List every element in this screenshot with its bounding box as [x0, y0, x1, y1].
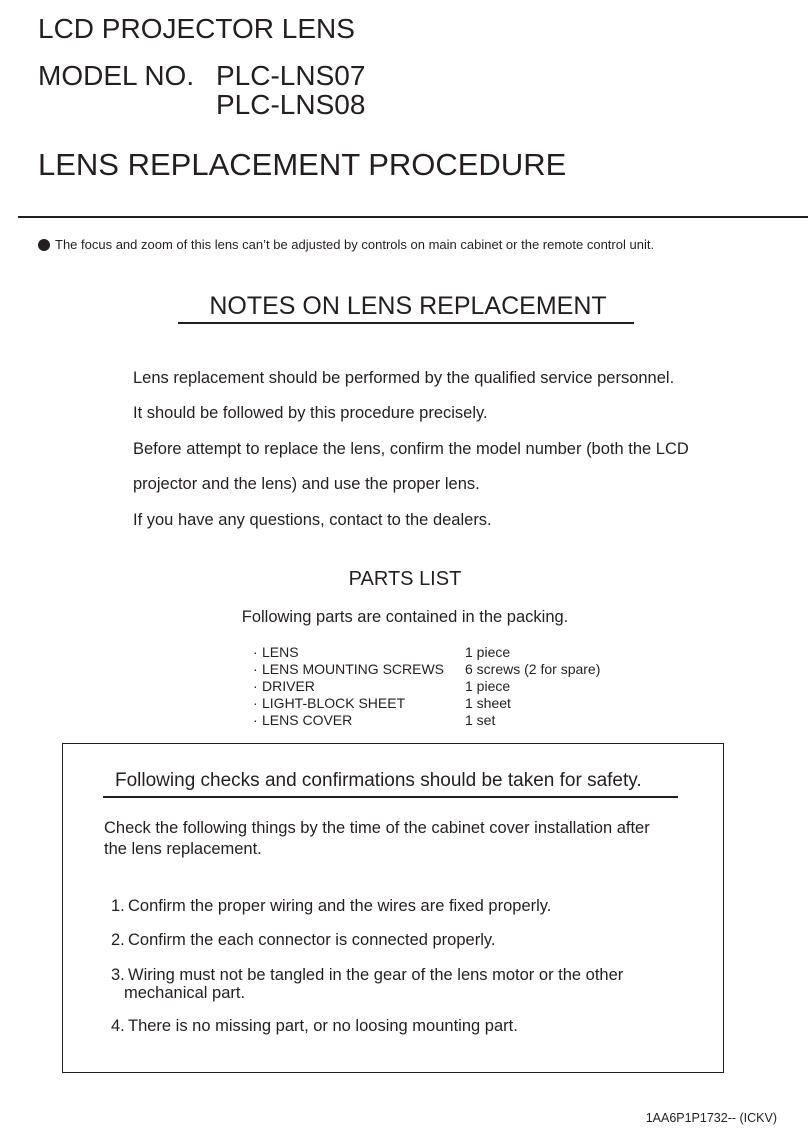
safety-heading: Following checks and confirmations should be taken for safety.: [115, 770, 642, 791]
part-qty: 1 set: [465, 712, 496, 728]
parts-bullet: ·: [253, 695, 258, 711]
bullet-dot-icon: [38, 239, 50, 251]
safety-item-number: 3.: [111, 966, 125, 984]
header-divider: [18, 216, 808, 218]
safety-item-number: 2.: [111, 931, 125, 949]
document-code: 1AA6P1P1732-- (ICKV): [645, 1111, 777, 1125]
part-qty: 6 screws (2 for spare): [465, 661, 601, 677]
model-number-1: PLC-LNS07: [216, 60, 366, 91]
part-name: LENS COVER: [262, 712, 353, 728]
safety-item-text: Confirm the each connector is connected properly.: [128, 931, 496, 949]
part-qty: 1 sheet: [465, 695, 511, 711]
notes-line: projector and the lens) and use the proper lens.: [133, 475, 480, 493]
part-qty: 1 piece: [465, 678, 511, 694]
parts-bullet: ·: [253, 678, 258, 694]
intro-note: The focus and zoom of this lens can’t be adjusted by controls on main cabinet or the remote control unit.: [55, 237, 655, 252]
notes-line: Before attempt to replace the lens, confirm the model number (both the LCD: [133, 440, 689, 458]
safety-item-number: 1.: [111, 897, 125, 915]
parts-bullet: ·: [253, 661, 258, 677]
parts-bullet: ·: [253, 644, 258, 660]
safety-item-text: Confirm the proper wiring and the wires are fixed properly.: [128, 897, 552, 915]
model-label: MODEL NO.: [38, 60, 195, 91]
safety-item-number: 4.: [111, 1017, 125, 1035]
product-title: LCD PROJECTOR LENS: [38, 13, 355, 44]
notes-line: Lens replacement should be performed by the qualified service personnel.: [133, 369, 675, 387]
safety-item-text: Wiring must not be tangled in the gear of the lens motor or the other: [128, 966, 624, 984]
part-name: DRIVER: [262, 678, 315, 694]
notes-heading: NOTES ON LENS REPLACEMENT: [209, 292, 607, 320]
safety-item-text: There is no missing part, or no loosing mounting part.: [128, 1017, 518, 1035]
part-name: LENS MOUNTING SCREWS: [262, 661, 445, 677]
parts-bullet: ·: [253, 712, 258, 728]
notes-heading-underline: [178, 322, 634, 324]
notes-line: If you have any questions, contact to the dealers.: [133, 511, 492, 529]
notes-line: It should be followed by this procedure precisely.: [133, 404, 488, 422]
safety-item-text-continued: mechanical part.: [124, 984, 246, 1002]
safety-intro: Check the following things by the time of the cabinet cover installation after: [104, 819, 650, 837]
safety-intro: the lens replacement.: [104, 840, 262, 858]
parts-intro: Following parts are contained in the packing.: [241, 608, 569, 626]
part-name: LIGHT-BLOCK SHEET: [262, 695, 406, 711]
parts-heading: PARTS LIST: [348, 568, 462, 590]
safety-heading-underline: [103, 796, 678, 798]
model-number-2: PLC-LNS08: [216, 89, 366, 120]
procedure-title: LENS REPLACEMENT PROCEDURE: [38, 147, 567, 182]
part-qty: 1 piece: [465, 644, 511, 660]
part-name: LENS: [262, 644, 299, 660]
